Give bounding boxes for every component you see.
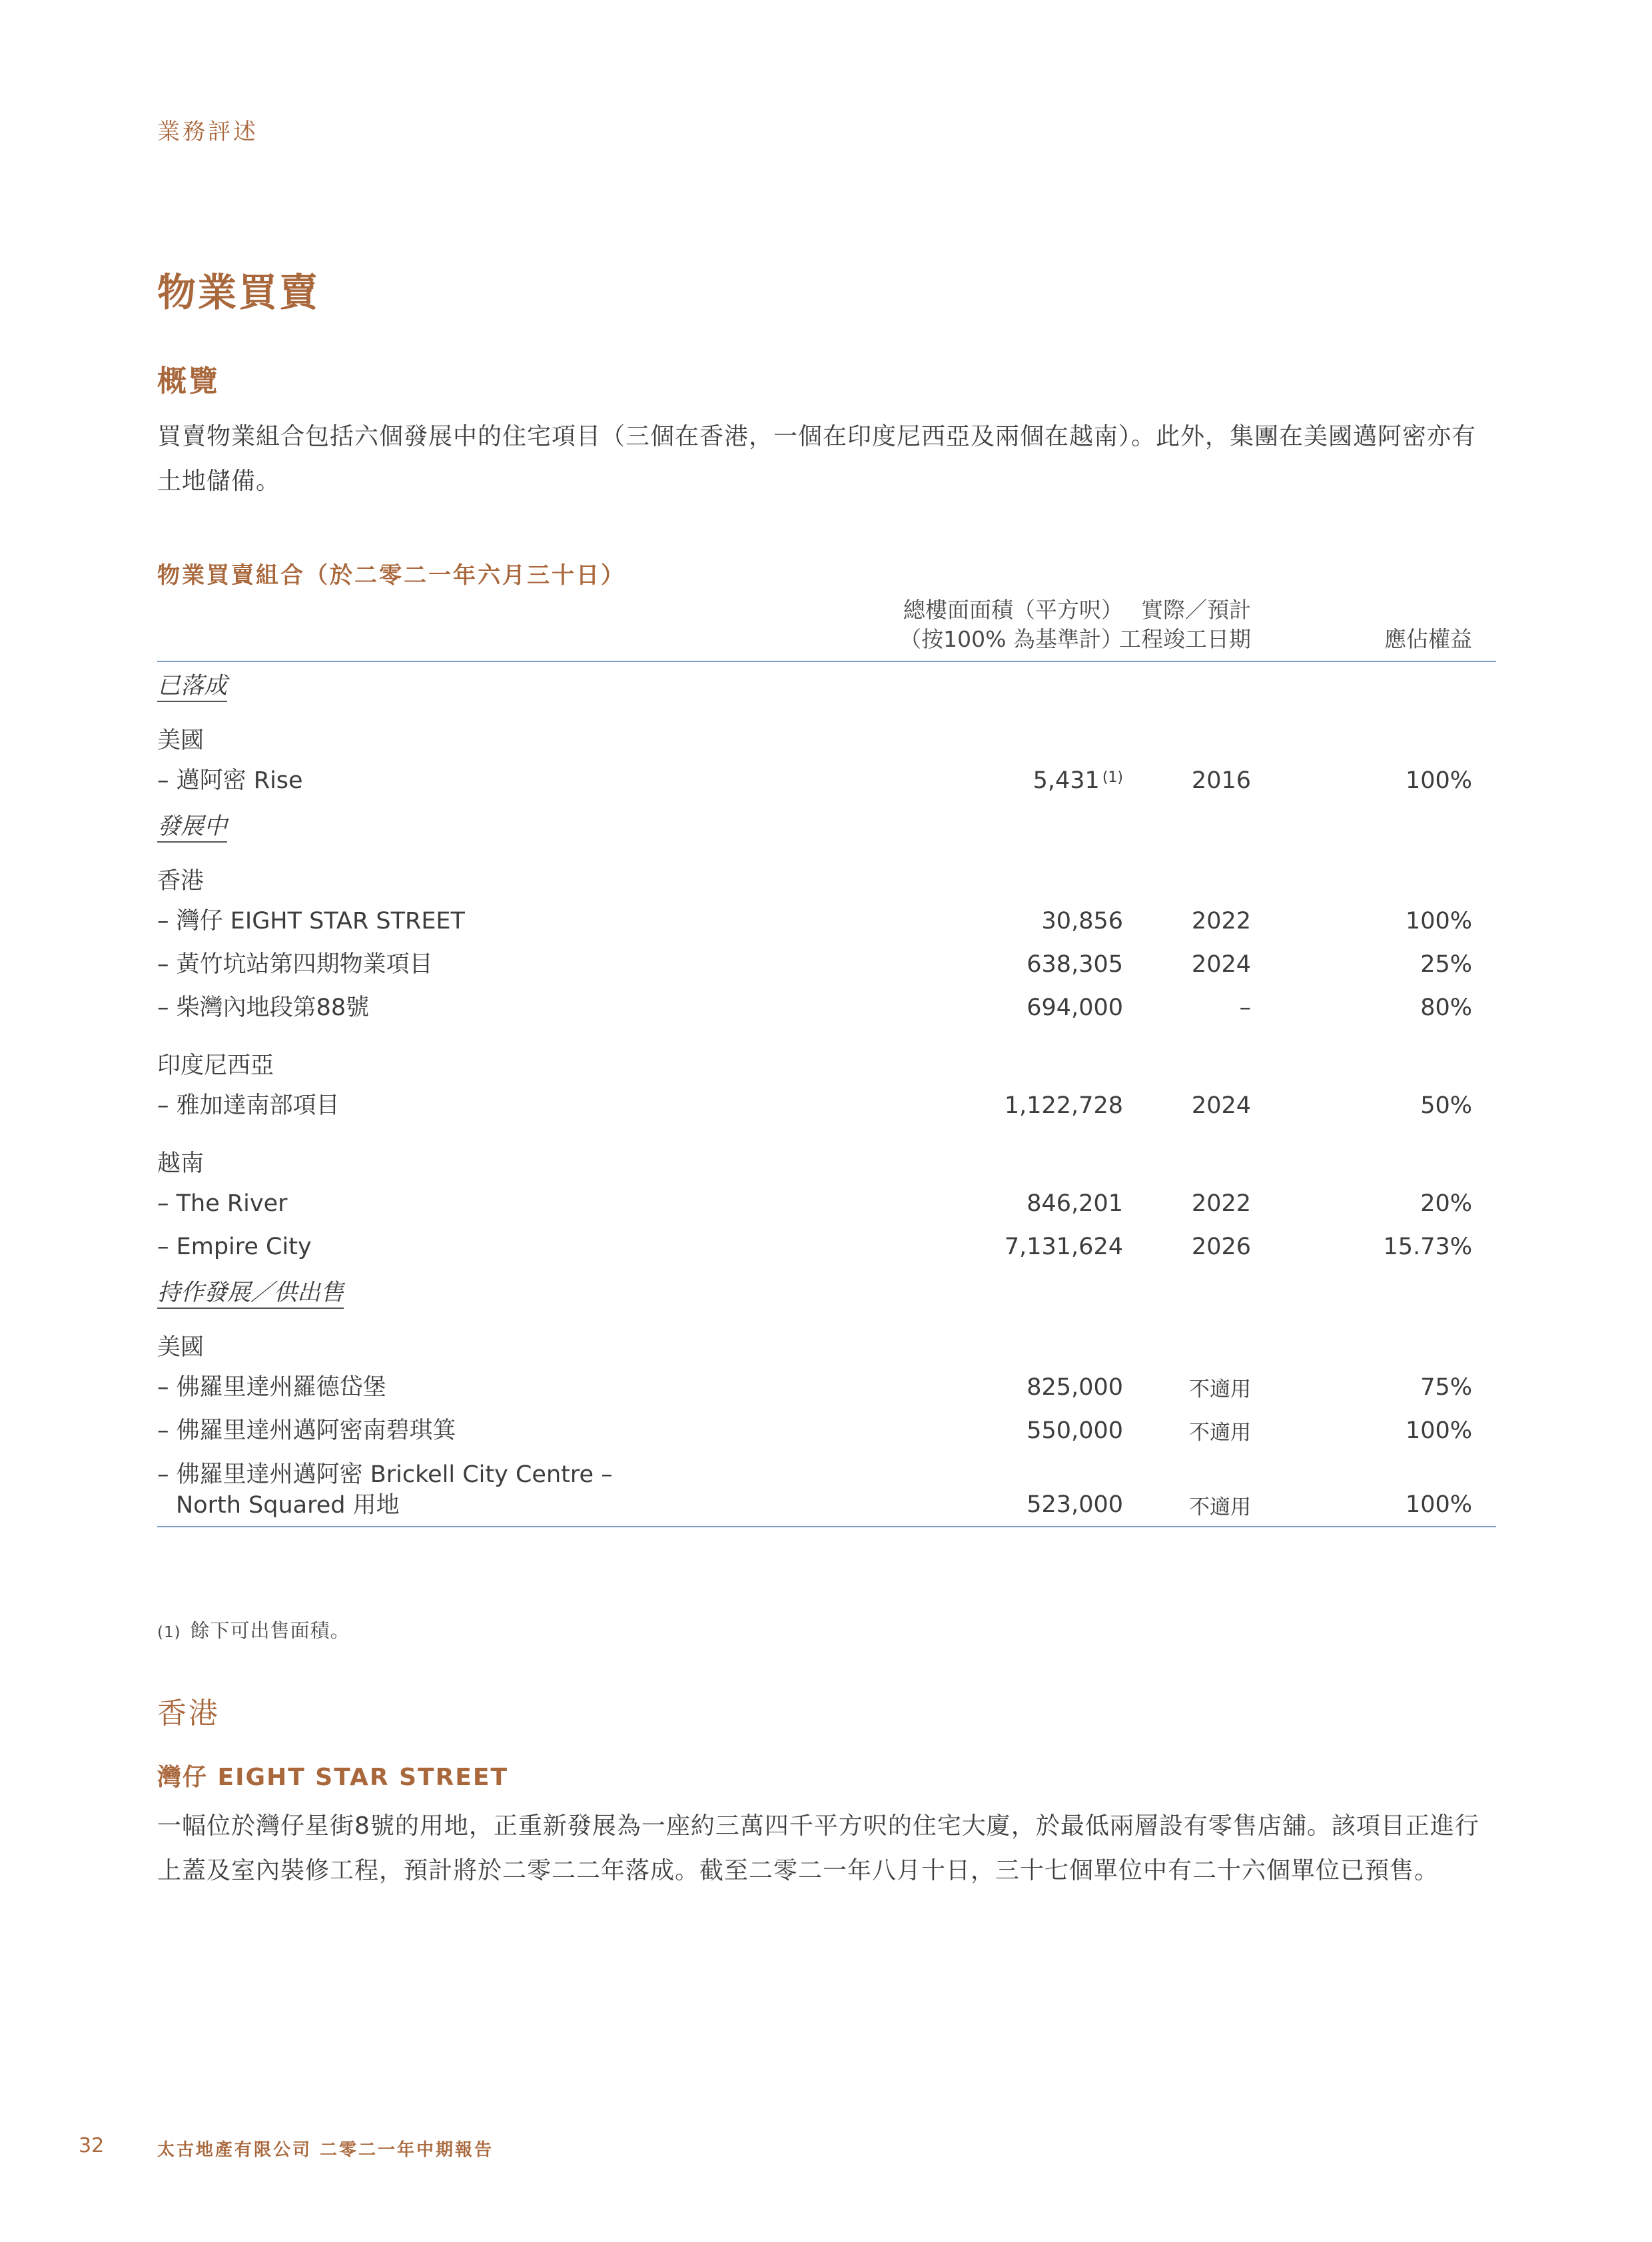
interest-value: 75% [1420, 1374, 1472, 1401]
footnote-marker: (1) [157, 1624, 181, 1641]
interest-value: 80% [1420, 994, 1472, 1021]
table-row [157, 1182, 1496, 1226]
property-name: – 黃竹坑站第四期物業項目 [157, 951, 433, 978]
gfa-value: 846,201 [1027, 1190, 1123, 1217]
property-name: – 灣仔 EIGHT STAR STREET [157, 908, 465, 934]
overview-heading: 概覽 [157, 364, 220, 398]
footnote-ref: (1) [1102, 769, 1123, 786]
region-usa [157, 717, 1496, 759]
property-name-line2: North Squared 用地 [176, 1492, 400, 1519]
column-header-interest: 應佔權益 [1384, 626, 1472, 652]
region-label: 香港 [157, 868, 205, 895]
gfa-value: 638,305 [1027, 951, 1123, 978]
section-label: 已落成 [157, 671, 227, 702]
table-row [157, 1366, 1496, 1409]
table-row [157, 900, 1496, 943]
interest-value: 100% [1405, 767, 1472, 794]
property-name: – 柴灣內地段第88號 [157, 994, 370, 1021]
region-hong-kong [157, 857, 1496, 900]
completion-date: 2022 [1191, 1190, 1251, 1217]
table-row [157, 943, 1496, 986]
section-label: 持作發展／供出售 [157, 1278, 344, 1309]
gfa-value: 694,000 [1027, 994, 1123, 1021]
section-header: 業務評述 [157, 119, 258, 145]
column-header-gfa [899, 595, 1123, 654]
region-label: 印度尼西亞 [157, 1052, 274, 1079]
table-row [157, 986, 1496, 1030]
gfa-header-line2: （按100% 為基準計） [899, 626, 1123, 652]
region-label: 美國 [157, 1334, 205, 1361]
table-caption: 物業買賣組合（於二零二一年六月三十日） [157, 562, 625, 589]
overview-paragraph: 買賣物業組合包括六個發展中的住宅項目（三個在香港，一個在印度尼西亞及兩個在越南）。此外，集團在美國邁阿密亦有土地儲備。 [157, 423, 1477, 495]
property-name: – The River [157, 1190, 288, 1217]
completion-date: 不適用 [1189, 1421, 1251, 1445]
gfa-header-line1: 總樓面面積（平方呎） [903, 597, 1123, 623]
property-name-line1: – 佛羅里達州邁阿密 Brickell City Centre – [157, 1461, 613, 1488]
region-label: 越南 [157, 1150, 205, 1177]
table-row [157, 1226, 1496, 1269]
interest-value: 50% [1420, 1092, 1472, 1119]
completion-date: – [1239, 994, 1251, 1021]
eight-star-street-paragraph: 一幅位於灣仔星街8號的用地，正重新發展為一座約三萬四千平方呎的住宅大廈，於最低兩層設有零售店舖。該項目正進行上蓋及室內裝修工程，預計將於二零二二年落成。截至二零二一年八月十日，三十七個單位中有二十六個單位已預售。 [157, 1812, 1479, 1884]
gfa-value: 7,131,624 [1004, 1234, 1123, 1260]
spacer [157, 1030, 1496, 1042]
region-label: 美國 [157, 727, 205, 754]
completion-date: 不適用 [1189, 1377, 1251, 1401]
region-vietnam [157, 1140, 1496, 1182]
completion-date: 不適用 [1189, 1495, 1251, 1519]
page-title: 物業買賣 [157, 270, 320, 315]
section-under-development [157, 803, 1496, 857]
footer-text: 太古地產有限公司 二零二一年中期報告 [157, 2140, 494, 2160]
gfa-value: 1,122,728 [1004, 1092, 1123, 1119]
section-completed [157, 662, 1496, 717]
hk-heading: 香港 [157, 1696, 220, 1730]
property-name [157, 1459, 823, 1521]
interest-value: 100% [1405, 1491, 1472, 1518]
spacer [157, 1128, 1496, 1140]
property-name: – 佛羅里達州羅德岱堡 [157, 1374, 386, 1401]
gfa-value [1033, 766, 1123, 795]
completion-date: 2016 [1191, 767, 1251, 794]
gfa-value: 523,000 [1027, 1491, 1123, 1518]
completion-date: 2022 [1191, 908, 1251, 934]
property-name: – 佛羅里達州邁阿密南碧琪箕 [157, 1417, 456, 1444]
interest-value: 20% [1420, 1190, 1472, 1217]
gfa-value: 825,000 [1027, 1374, 1123, 1401]
completion-date: 2024 [1191, 951, 1251, 978]
completion-header-line2: 工程竣工日期 [1119, 626, 1251, 652]
section-label: 發展中 [157, 812, 227, 843]
column-header-completion [1119, 595, 1251, 654]
portfolio-table [157, 593, 1496, 1527]
completion-header-line1: 實際／預計 [1141, 597, 1251, 623]
region-usa [157, 1323, 1496, 1366]
gfa-value: 30,856 [1041, 908, 1123, 934]
table-row [157, 1453, 1496, 1527]
footnote-text: 餘下可出售面積。 [190, 1619, 350, 1642]
table-row [157, 1084, 1496, 1128]
completion-date: 2026 [1191, 1234, 1251, 1260]
table-header [157, 593, 1496, 662]
interest-value: 15.73% [1383, 1234, 1472, 1260]
page-number: 32 [79, 2134, 105, 2157]
footnote [157, 1616, 350, 1643]
completion-date: 2024 [1191, 1092, 1251, 1119]
interest-value: 100% [1405, 1417, 1472, 1444]
gfa-number: 5,431 [1032, 767, 1100, 794]
table-row [157, 1409, 1496, 1453]
section-held-for-sale [157, 1269, 1496, 1323]
region-indonesia [157, 1042, 1496, 1084]
eight-star-street-heading: 灣仔 EIGHT STAR STREET [157, 1764, 509, 1791]
property-name: – 雅加達南部項目 [157, 1092, 340, 1119]
gfa-value: 550,000 [1027, 1417, 1123, 1444]
interest-value: 100% [1405, 908, 1472, 934]
table-row [157, 759, 1496, 803]
property-name: – Empire City [157, 1234, 312, 1260]
interest-value: 25% [1420, 951, 1472, 978]
property-name: – 邁阿密 Rise [157, 767, 303, 794]
